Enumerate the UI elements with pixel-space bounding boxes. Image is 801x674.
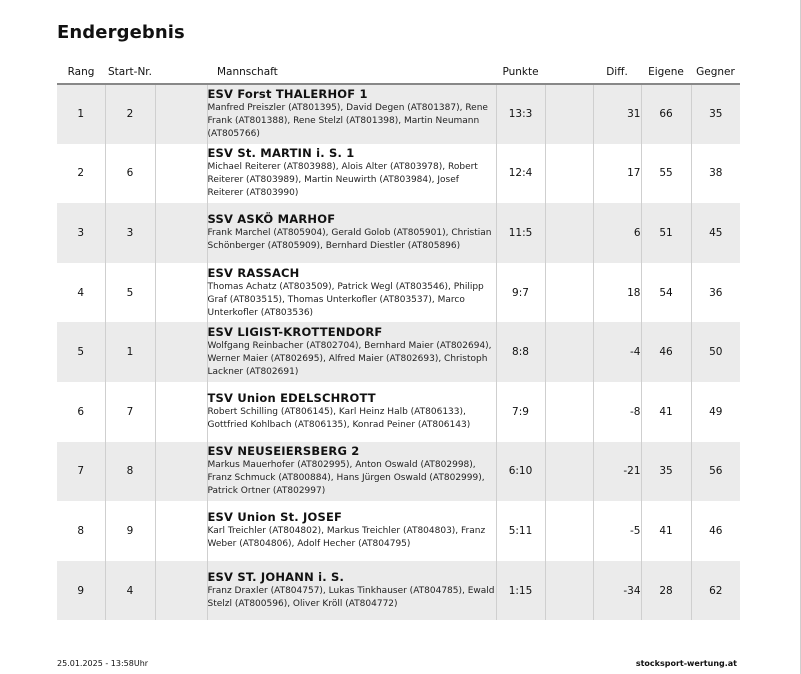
start-nr-cell: 5	[105, 263, 155, 323]
rang-cell: 2	[77, 167, 85, 180]
gegner-cell: 38	[691, 144, 740, 204]
punkte-cell: 13:3	[496, 84, 545, 144]
rang-cell: 9	[57, 561, 105, 621]
rang-cell: 6	[77, 405, 85, 418]
footer-timestamp: 25.01.2025 - 13:58Uhr	[57, 659, 149, 668]
team-cell	[207, 501, 496, 561]
table-row	[57, 322, 740, 382]
team-players: Karl Treichler (AT804802), Markus Treichler (AT804803), Franz Weber (AT804806), Adolf Hecher (AT804795)	[207, 526, 486, 550]
spacer-cell	[155, 501, 207, 561]
spacer-cell	[155, 263, 207, 323]
table-row	[57, 144, 740, 204]
eigene-cell: 35	[641, 442, 691, 502]
team-cell	[207, 322, 496, 382]
spacer-cell	[545, 442, 593, 502]
eigene-cell: 66	[641, 84, 691, 144]
team-players: Manfred Preiszler (AT801395), David Degen (AT801387), Rene Frank (AT801388), Rene Stelzl (AT801398), Martin Neumann (AT805766)	[207, 103, 488, 140]
punkte-cell: 7:9	[496, 382, 545, 442]
eigene-cell: 55	[641, 144, 691, 204]
team-name: ESV Union St. JOSEF	[207, 510, 343, 525]
diff-cell: -21	[593, 442, 641, 502]
rang-cell: 7	[57, 442, 105, 502]
gegner-cell: 45	[691, 203, 740, 263]
punkte-cell: 1:15	[496, 561, 545, 621]
header-rang: Rang	[57, 61, 105, 84]
table-row	[57, 501, 740, 561]
punkte-cell: 12:4	[496, 144, 545, 204]
spacer-cell	[545, 84, 593, 144]
eigene-cell: 28	[641, 561, 691, 621]
header-diff: Diff.	[593, 61, 641, 84]
start-nr-cell: 8	[105, 442, 155, 502]
diff-cell: -34	[593, 561, 641, 621]
spacer-cell	[545, 203, 593, 263]
team-cell	[207, 382, 496, 442]
header-gegner: Gegner	[691, 61, 740, 84]
table-row	[57, 263, 740, 323]
eigene-cell: 46	[641, 322, 691, 382]
start-nr-cell: 4	[105, 561, 155, 621]
eigene-cell: 54	[641, 263, 691, 323]
team-name: ESV Forst THALERHOF 1	[207, 87, 368, 102]
start-nr-cell: 3	[105, 203, 155, 263]
punkte-cell: 11:5	[496, 203, 545, 263]
rang-cell: 1	[57, 84, 105, 144]
spacer-cell	[545, 382, 593, 442]
team-name: ESV RASSACH	[207, 265, 300, 280]
table-row	[57, 203, 740, 263]
team-players: Thomas Achatz (AT803509), Patrick Wegl (AT803546), Philipp Graf (AT803515), Thomas Unterkofler (AT803537), Marco Unterkofler (AT803536)	[207, 281, 484, 318]
results-table	[57, 61, 740, 620]
diff-cell: 6	[593, 203, 641, 263]
team-name: TSV Union EDELSCHROTT	[207, 391, 376, 406]
rang-cell: 5	[57, 322, 105, 382]
team-name: ESV NEUSEIERSBERG 2	[207, 444, 360, 459]
team-players: Michael Reiterer (AT803988), Alois Alter (AT803978), Robert Reiterer (AT803989), Martin Neuwirth (AT803984), Josef Reiterer (AT803990)	[207, 162, 478, 199]
table-row	[57, 561, 740, 621]
table-row	[57, 84, 740, 144]
eigene-cell: 41	[641, 382, 691, 442]
start-nr-cell: 9	[105, 501, 155, 561]
start-nr-cell: 1	[105, 322, 155, 382]
start-nr-cell: 7	[105, 382, 155, 442]
header-spacer	[155, 61, 207, 84]
team-cell	[207, 442, 496, 502]
team-players: Markus Mauerhofer (AT802995), Anton Oswald (AT802998), Franz Schmuck (AT800884), Hans Jürgen Oswald (AT802999), Patrick Ortner (AT802997)	[207, 460, 485, 497]
spacer-cell	[545, 263, 593, 323]
team-players: Robert Schilling (AT806145), Karl Heinz Halb (AT806133), Gottfried Kohlbach (AT806135), Konrad Peiner (AT806143)	[207, 407, 471, 431]
punkte-cell: 5:11	[496, 501, 545, 561]
gegner-cell: 62	[691, 561, 740, 621]
team-name: ESV ST. JOHANN i. S.	[207, 570, 345, 585]
spacer-cell	[155, 382, 207, 442]
header-spacer	[545, 61, 593, 84]
rang-cell: 4	[77, 286, 85, 299]
diff-cell: -4	[593, 322, 641, 382]
rang-cell: 8	[77, 524, 85, 537]
team-cell	[207, 561, 496, 621]
gegner-cell: 56	[691, 442, 740, 502]
team-name: ESV St. MARTIN i. S. 1	[207, 146, 355, 161]
start-nr-cell: 2	[105, 84, 155, 144]
rang-cell: 3	[57, 203, 105, 263]
gegner-cell: 49	[691, 382, 740, 442]
gegner-cell: 50	[691, 322, 740, 382]
diff-cell: 31	[593, 84, 641, 144]
team-players: Wolfgang Reinbacher (AT802704), Bernhard Maier (AT802694), Werner Maier (AT802695), Alfred Maier (AT802693), Christoph Lackner (AT802691)	[207, 341, 492, 378]
gegner-cell: 36	[691, 263, 740, 323]
spacer-cell	[155, 203, 207, 263]
punkte-cell: 6:10	[496, 442, 545, 502]
team-players: Franz Draxler (AT804757), Lukas Tinkhauser (AT804785), Ewald Stelzl (AT800596), Oliver Kröll (AT804772)	[207, 586, 495, 610]
spacer-cell	[155, 84, 207, 144]
gegner-cell: 46	[691, 501, 740, 561]
table-row	[57, 382, 740, 442]
diff-cell: 18	[593, 263, 641, 323]
team-cell	[207, 84, 496, 144]
spacer-cell	[545, 144, 593, 204]
punkte-cell: 8:8	[496, 322, 545, 382]
table-row	[57, 442, 740, 502]
header-start-nr: Start-Nr.	[105, 61, 155, 84]
header-mannschaft: Mannschaft	[207, 61, 496, 84]
diff-cell: 17	[593, 144, 641, 204]
team-cell	[207, 144, 496, 204]
page-title: Endergebnis	[57, 22, 185, 43]
team-cell	[207, 203, 496, 263]
footer-site: stocksport-wertung.at	[635, 659, 737, 668]
header-row	[57, 61, 740, 84]
eigene-cell: 51	[641, 203, 691, 263]
eigene-cell: 41	[641, 501, 691, 561]
header-punkte: Punkte	[496, 61, 545, 84]
spacer-cell	[545, 561, 593, 621]
header-eigene: Eigene	[641, 61, 691, 84]
spacer-cell	[155, 144, 207, 204]
start-nr-cell: 6	[105, 144, 155, 204]
spacer-cell	[545, 322, 593, 382]
team-cell	[207, 263, 496, 323]
team-players: Frank Marchel (AT805904), Gerald Golob (AT805901), Christian Schönberger (AT805909), Bernhard Diestler (AT805896)	[207, 228, 492, 252]
team-name: SSV ASKÖ MARHOF	[207, 212, 336, 227]
team-name: ESV LIGIST-KROTTENDORF	[207, 325, 383, 340]
spacer-cell	[155, 322, 207, 382]
spacer-cell	[155, 442, 207, 502]
spacer-cell	[545, 501, 593, 561]
gegner-cell: 35	[691, 84, 740, 144]
punkte-cell: 9:7	[496, 263, 545, 323]
diff-cell: -5	[593, 501, 641, 561]
diff-cell: -8	[593, 382, 641, 442]
spacer-cell	[155, 561, 207, 621]
